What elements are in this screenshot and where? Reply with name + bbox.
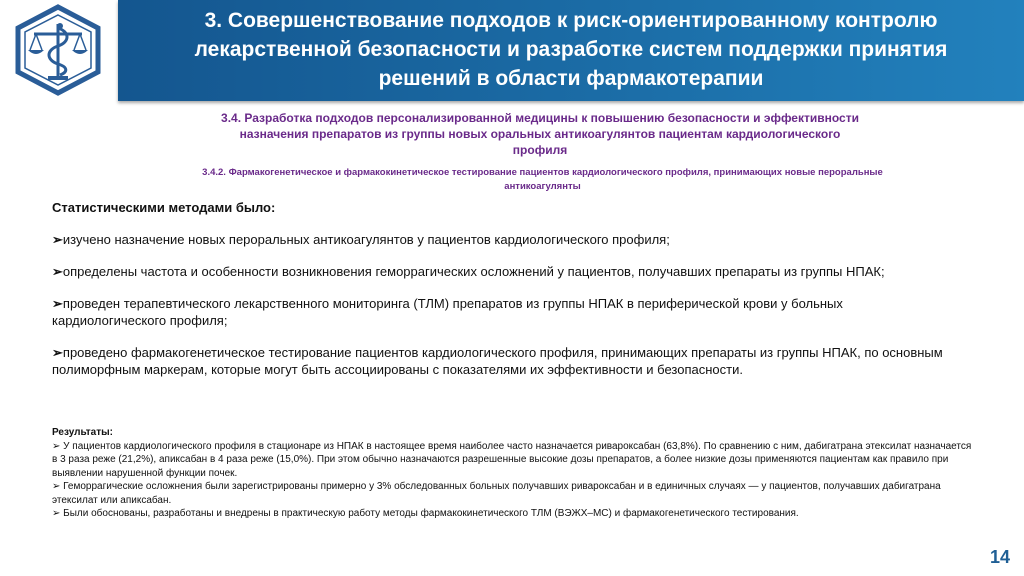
results-item-text: Были обоснованы, разработаны и внедрены в практическую работу методы фармакокинетического ТЛМ (ВЭЖХ–МС) и фармакогенетического тестирования.: [63, 508, 799, 519]
section-subheading: [190, 110, 890, 158]
results-item: [52, 507, 972, 521]
results-item: [52, 480, 972, 507]
title-line-1: 3. Совершенствование подходов к риск-ориентированному контролю: [204, 9, 938, 32]
methods-item-text: проведено фармакогенетическое тестирование пациентов кардиологического профиля, принимающих препараты из группы НПАК, по основным полиморфным маркерам, которые могут быть ассоциированы с показателями их эффективности и безопасности.: [52, 345, 943, 377]
slide-title: [118, 6, 1024, 93]
subsection-subheading: [130, 166, 955, 194]
subheading-line-2: назначения препаратов из группы новых оральных антикоагулянтов пациентам кардиологического: [239, 127, 841, 141]
arrow-bullet-icon: ➢: [52, 232, 63, 247]
subheading-line-3: профиля: [512, 143, 568, 157]
subsection-line-1: 3.4.2. Фармакогенетическое и фармакокинетическое тестирование пациентов кардиологического профиля, принимающих новые пероральные: [202, 167, 883, 178]
arrow-bullet-icon: ➢: [52, 508, 61, 519]
methods-item: [52, 295, 952, 329]
arrow-bullet-icon: ➢: [52, 481, 61, 492]
methods-item-text: изучено назначение новых пероральных антикоагулянтов у пациентов кардиологического профиля;: [62, 232, 670, 247]
results-item-text: Геморрагические осложнения были зарегистрированы примерно у 3% обследованных больных получавших ривароксабан и в единичных случаях — у пациентов, получавших дабигатрана этексилат или апиксабан.: [52, 481, 941, 506]
subheading-line-1: 3.4. Разработка подходов персонализированной медицины к повышению безопасности и эффективности: [221, 111, 859, 125]
title-line-3: решений в области фармакотерапии: [378, 67, 764, 90]
methods-item-text: определены частота и особенности возникновения геморрагических осложнений у пациентов, получавших препараты из группы НПАК;: [62, 264, 885, 279]
methods-item: [52, 263, 952, 280]
header-band: [118, 0, 1024, 101]
title-line-2: лекарственной безопасности и разработке систем поддержки принятия: [194, 38, 948, 61]
arrow-bullet-icon: ➢: [52, 345, 63, 360]
results-heading: Результаты:: [52, 427, 113, 438]
results-block: [52, 426, 972, 521]
methods-item: [52, 344, 952, 378]
arrow-bullet-icon: ➢: [52, 440, 61, 452]
methods-item-text: проведен терапевтического лекарственного мониторинга (ТЛМ) препаратов из группы НПАК в периферической крови у больных кардиологического профиля;: [52, 296, 843, 328]
arrow-bullet-icon: ➢: [52, 296, 63, 311]
methods-heading: Статистическими методами было:: [52, 200, 276, 215]
results-item: [52, 440, 972, 481]
logo: [0, 0, 118, 100]
arrow-bullet-icon: ➢: [52, 264, 63, 279]
subsection-line-2: антикоагулянты: [504, 181, 581, 192]
results-item-text: У пациентов кардиологического профиля в стационаре из НПАК в настоящее время наиболее часто назначается ривароксабан (63,8%). По сравнению с ним, дабигатрана этексилат назначается в 3 раза реже (21,2%), апиксабан в 4 раза реже (15,0%). При этом обычно назначаются разрешенные высокие дозы препаратов, а более низкие дозы применяются пациентам как правило при выявлении нарушенной функции почек.: [52, 440, 972, 479]
methods-block: [52, 199, 952, 393]
pharmacy-emblem-icon: [10, 4, 106, 96]
methods-item: [52, 231, 952, 248]
page-number: 14: [989, 547, 1010, 567]
